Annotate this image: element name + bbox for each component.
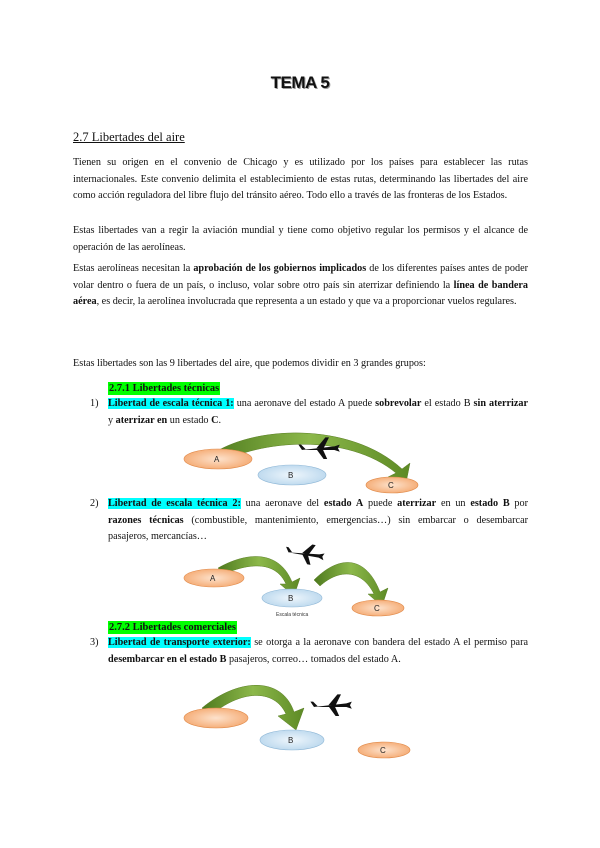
diagram-escala-2 bbox=[180, 540, 420, 620]
airplane-icon bbox=[310, 694, 351, 716]
diagram-transporte-exterior bbox=[178, 672, 418, 767]
diagram-escala-1 bbox=[180, 425, 420, 495]
airplane-icon bbox=[284, 540, 326, 567]
subheading-comerciales: 2.7.2 Libertades comerciales bbox=[109, 622, 236, 633]
list-item-3: 3) Libertad de transporte exterior: se otorga a la aeronave con bandera del estado A el permiso para desembarcar en el estado B pasajeros, correo… tomados del estado A. bbox=[90, 637, 528, 665]
svg-text:B: B bbox=[288, 594, 294, 603]
svg-text:C: C bbox=[374, 604, 380, 613]
highlight-escala-1: Libertad de escala técnica 1: bbox=[108, 398, 234, 409]
ellipse-a bbox=[184, 708, 248, 728]
highlight-escala-2: Libertad de escala técnica 2: bbox=[108, 498, 241, 509]
approval-bold: aprobación de los gobiernos implicados bbox=[193, 263, 367, 274]
svg-text:A: A bbox=[214, 455, 220, 464]
svg-text:C: C bbox=[380, 746, 386, 755]
list-item-1: 1) Libertad de escala técnica 1: una aeronave del estado A puede sobrevolar el estado B sin aterrizar y aterrizar en un estado C. bbox=[90, 398, 529, 426]
subheading-tecnicas: 2.7.1 Libertades técnicas bbox=[109, 383, 220, 394]
svg-text:A: A bbox=[210, 574, 216, 583]
section-heading: 2.7 Libertades del aire bbox=[73, 130, 185, 144]
paragraph-objective: Estas libertades van a regir la aviación mundial y tiene como objetivo regular los permisos y el alcance de operación de las aerolíneas. bbox=[73, 225, 528, 253]
svg-text:B: B bbox=[288, 736, 294, 745]
highlight-transporte: Libertad de transporte exterior: bbox=[108, 637, 251, 648]
svg-text:C: C bbox=[388, 481, 394, 490]
svg-text:B: B bbox=[288, 471, 294, 480]
escala-tecnica-label: Escala técnica bbox=[276, 612, 309, 618]
flag-line-bold: línea de bandera aérea bbox=[73, 279, 529, 307]
list-item-2: 2) Libertad de escala técnica 2: una aeronave del estado A puede aterrizar en un estado B por razones técnicas (combustible, mantenimiento, emergencias…) sin embarcar o desembarcar pasajeros, mercancías… bbox=[90, 498, 528, 542]
arc-arrow-2 bbox=[314, 562, 388, 606]
page-title: TEMA 5 bbox=[270, 73, 330, 92]
paragraph-approval: Estas aerolíneas necesitan la aprobación de los gobiernos implicados de los diferentes países antes de poder volar dentro o fuera de un país, o incluso, volar sobre otro país sin aterrizar definiendo la línea de bandera aérea, es decir, la aerolínea involucrada que representa a un estado y que va a proporcionar vuelos regulares. bbox=[73, 263, 529, 307]
paragraph-origin: Tienen su origen en el convenio de Chicago y es utilizado por los países para establecer las rutas internacionales. Este convenio delimita el establecimiento de estas rutas, determinando las libertades del aire como acción reguladora del libre flujo del tránsito aéreo. Todo ello a través de las fronteras de los Estados. bbox=[73, 157, 528, 201]
paragraph-groups: Estas libertades son las 9 libertades del aire, que podemos dividir en 3 grandes grupos: bbox=[73, 358, 426, 369]
